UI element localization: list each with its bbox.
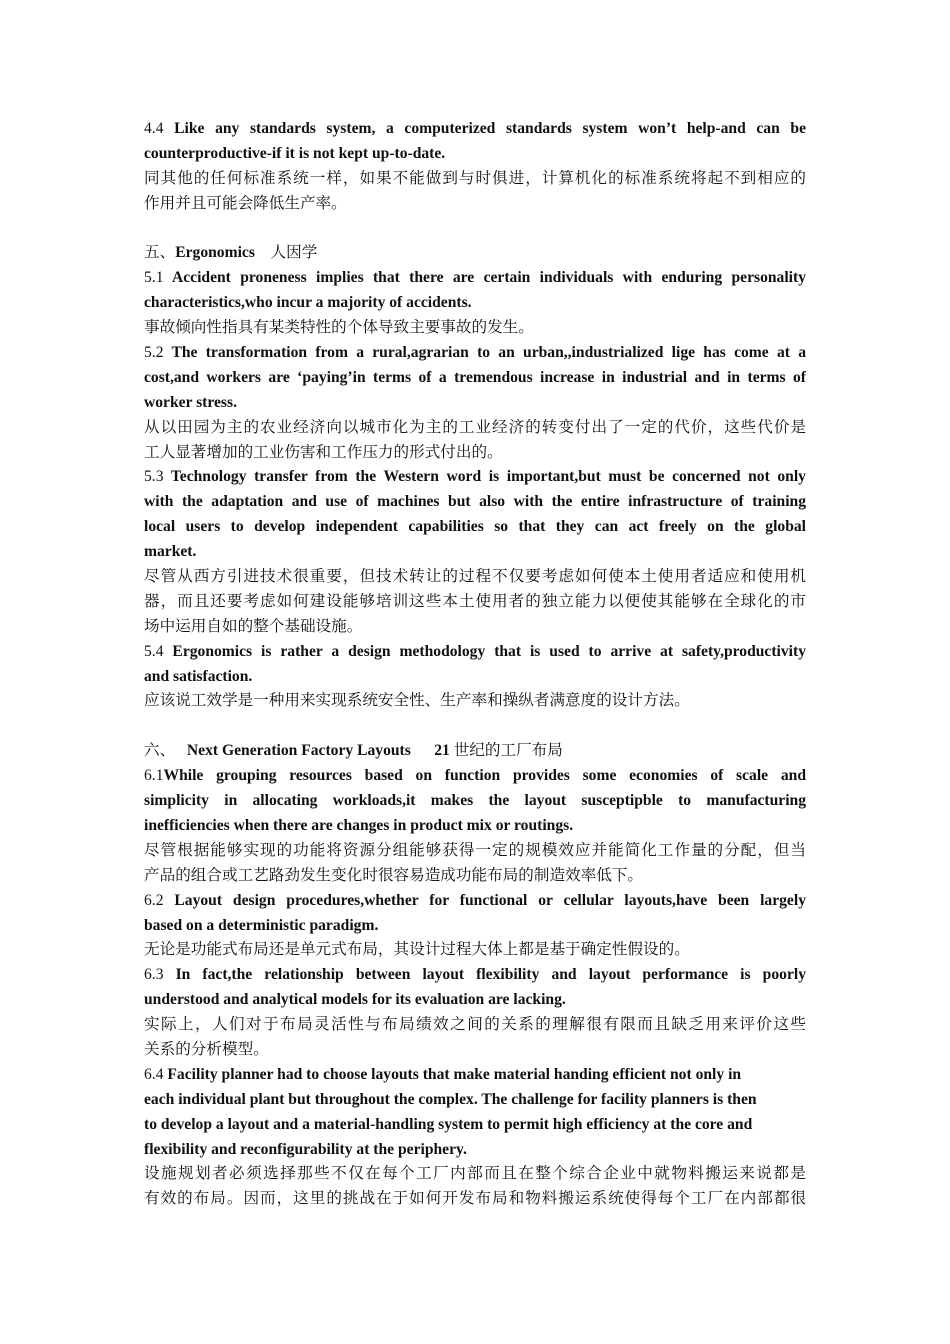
s5-4-en-line-2: and satisfaction. <box>144 667 253 685</box>
s6-3-en-line-1: 6.3 In fact,the relationship between layout flexibility and layout performance is poorly <box>144 966 806 984</box>
s5-3-zh-line-1: 尽管从西方引进技术很重要，但技术转让的过程不仅要考虑如何使本土使用者适应和使用机 <box>144 568 806 586</box>
s5-1-en-line-2: characteristics,who incur a majority of accidents. <box>144 294 472 312</box>
s6-1-en-line-3: inefficiencies when there are changes in product mix or routings. <box>144 816 574 834</box>
s5-2-en-line-3: worker stress. <box>144 393 237 411</box>
s6-4-en-line-1: 6.4 Facility planner had to choose layouts that make material handing efficient not only in <box>144 1065 742 1083</box>
s5-3-en-line-3: local users to develop independent capabilities so that they can act freely on the global <box>144 518 806 536</box>
spacer <box>144 217 806 242</box>
s6-2-zh-line-1: 无论是功能式布局还是单元式布局，其设计过程大体上都是基于确定性假设的。 <box>144 941 690 959</box>
s6-2-en-line-2: based on a deterministic paradigm. <box>144 916 379 934</box>
s6-4-zh-line-1: 设施规划者必须选择那些不仅在每个工厂内部而且在整个综合企业中就物料搬运来说都是 <box>144 1165 806 1183</box>
document-body <box>144 117 806 1212</box>
s6-2-en-line-1: 6.2 Layout design procedures,whether for functional or cellular layouts,have been largely <box>144 891 806 909</box>
s5-3-zh-line-3: 场中运用自如的整个基础设施。 <box>144 617 363 635</box>
s5-4-zh-line-1: 应该说工效学是一种用来实现系统安全性、生产率和操纵者满意度的设计方法。 <box>144 692 690 710</box>
s4-4-en-line-1: 4.4 Like any standards system, a computerized standards system won’t help-and can be <box>144 120 806 137</box>
s5-2-zh-line-1: 从以田园为主的农业经济向以城市化为主的工业经济的转变付出了一定的代价，这些代价是 <box>144 418 806 436</box>
spacer <box>144 714 806 739</box>
s6-1-en-line-1: 6.1While grouping resources based on function provides some economies of scale and <box>144 767 806 785</box>
s6-3-zh-line-1: 实际上，人们对于布局灵活性与布局绩效之间的关系的理解很有限而且缺乏用来评价这些 <box>144 1016 806 1034</box>
s5-3-zh-line-2: 器，而且还要考虑如何建设能够培训这些本土使用者的独立能力以便使其能够在全球化的市 <box>144 592 806 610</box>
s6-4-en-line-2: each individual plant but throughout the complex. The challenge for facility planners is then <box>144 1090 757 1108</box>
s6-4-zh-line-2: 有效的布局。因而，这里的挑战在于如何开发布局和物料搬运系统使得每个工厂在内部都很 <box>144 1190 806 1208</box>
s5-3-en-line-2: with the adaptation and use of machines but also with the entire infrastructure of training <box>144 493 806 511</box>
s6-3-en-line-2: understood and analytical models for its evaluation are lacking. <box>144 991 566 1009</box>
s6-3-zh-line-2: 关系的分析模型。 <box>144 1040 269 1058</box>
s4-4-zh-line-2: 作用并且可能会降低生产率。 <box>144 194 347 212</box>
s6-4-en-line-3: to develop a layout and a material-handling system to permit high efficiency at the core and <box>144 1115 753 1133</box>
s5-3-en-line-1: 5.3 Technology transfer from the Western word is important,but must be concerned not only <box>144 468 806 486</box>
s5-1-zh-line-1: 事故倾向性指具有某类特性的个体导致主要事故的发生。 <box>144 319 534 337</box>
s5-4-en-line-1: 5.4 Ergonomics is rather a design methodology that is used to arrive at safety,productivity <box>144 642 806 660</box>
s6-1-zh-line-2: 产品的组合或工艺路劲发生变化时很容易造成功能布局的制造效率低下。 <box>144 866 644 884</box>
s5-3-en-line-4: market. <box>144 543 197 561</box>
s5-2-zh-line-2: 工人显著增加的工业伤害和工作压力的形式付出的。 <box>144 443 503 461</box>
section-5-heading: 五、Ergonomics 人因学 <box>144 244 318 262</box>
section-6-heading: 六、 Next Generation Factory Layouts 21 世纪的工厂布局 <box>144 742 563 760</box>
s6-1-en-line-2: simplicity in allocating workloads,it makes the layout susceptipble to manufacturing <box>144 792 806 810</box>
s6-1-zh-line-1: 尽管根据能够实现的功能将资源分组能够获得一定的规模效应并能简化工作量的分配，但当 <box>144 841 806 859</box>
s4-4-zh-line-1: 同其他的任何标准系统一样，如果不能做到与时俱进，计算机化的标准系统将起不到相应的 <box>144 169 806 187</box>
s5-1-en-line-1: 5.1 Accident proneness implies that there are certain individuals with enduring personality <box>144 269 806 287</box>
s5-2-en-line-2: cost,and workers are ‘paying’in terms of a tremendous increase in industrial and in terms of <box>144 368 806 386</box>
s5-2-en-line-1: 5.2 The transformation from a rural,agrarian to an urban,,industrialized lige has come at a <box>144 344 806 362</box>
s6-4-en-line-4: flexibility and reconfigurability at the periphery. <box>144 1140 467 1158</box>
s4-4-en-line-2: counterproductive-if it is not kept up-to-date. <box>144 144 446 162</box>
